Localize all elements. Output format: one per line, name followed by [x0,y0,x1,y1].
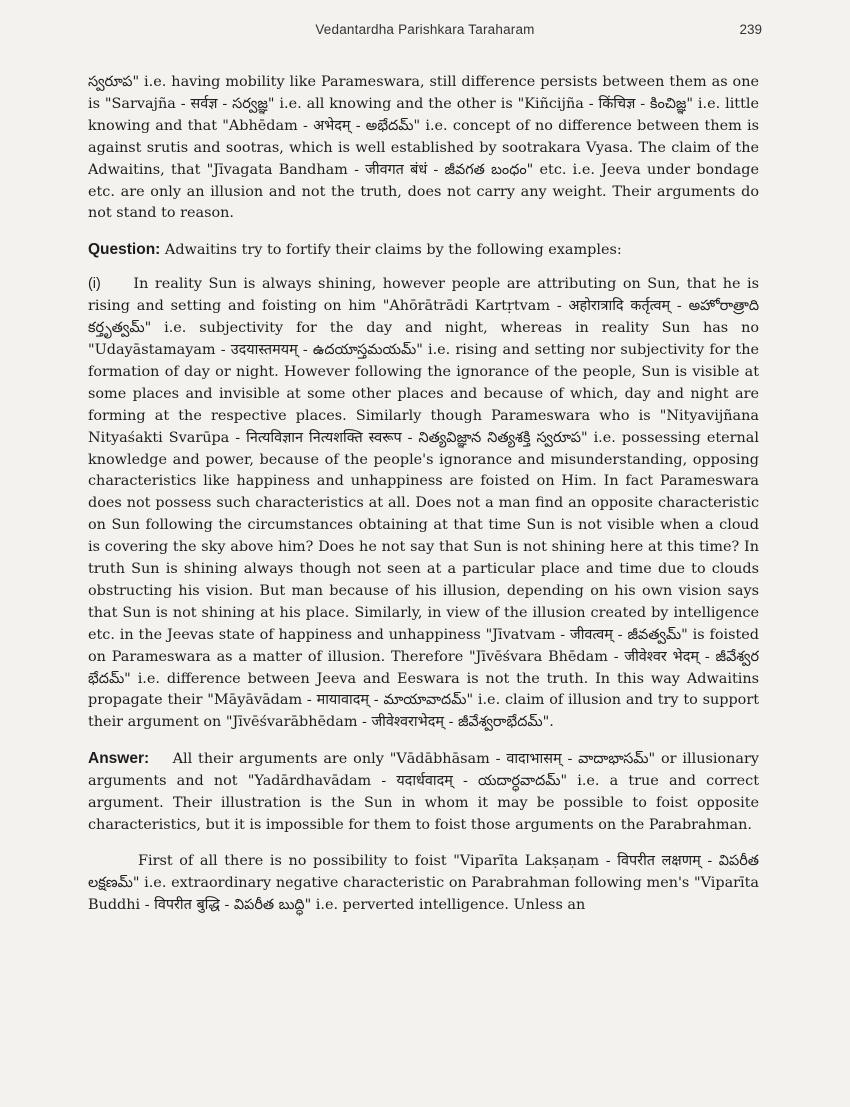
page-number: 239 [739,22,762,37]
example-paragraph [88,274,759,734]
list-marker: (i) [88,276,101,293]
question-label: Question: [88,241,161,259]
paragraph-text: First of all there is no possibility to foist "Viparīta Lakṣaṇam - विपरीत लक्षणम् - విపరీత లక్షణమ్" i.e. extraordinary negative characteristic on Parabrahman following men's "Viparīta Buddhi - विपरीत बुद्धि - విపరీత బుద్ధి" i.e. perverted intelligence. Unless an [88,852,759,913]
answer-paragraph [88,748,759,837]
answer-label: Answer: [88,750,150,768]
paragraph-text: Adwaitins try to fortify their claims by the following examples: [164,242,622,259]
paragraph-text: All their arguments are only "Vādābhāsam - वादाभासम् - వాదాభాసమ్" or illusionary arguments and not "Yadārdhavādam - यदार्धवादम् - యదార్ధవాదమ్" i.e. a true and correct argument. Their illustration is the Sun in whom it may be possible to foist opposite characteristics, but it is impossible for them to foist those arguments on the Parabrahman. [88,751,759,833]
paragraph-text: స్వరూప" i.e. having mobility like Parameswara, still difference persists between them as one is "Sarvajña - सर्वज्ञ - సర్వజ్ఞ" i.e. all knowing and the other is "Kiñcijña - किंचिज्ञ - కించిజ్ఞ" i.e. little knowing and that "Abhēdam - अभेदम् - అభేదమ్" i.e. concept of no difference between them is against srutis and sootras, which is well established by sootrakara Vyasa. The claim of the Adwaitins, that "Jīvagata Bandham - जीवगत बंधं - జీవగత బంధం" etc. i.e. Jeeva under bondage etc. are only an illusion and not the truth, does not carry any weight. Their arguments do not stand to reason. [88,74,759,222]
question-paragraph [88,239,759,262]
paragraph-continuation [88,72,759,225]
book-title: Vedantardha Parishkara Taraharam [315,22,535,37]
page-body [88,72,759,917]
running-header [0,20,850,42]
closing-paragraph [88,851,759,917]
paragraph-text: In reality Sun is always shining, however people are attributing on Sun, that he is rising and setting and foisting on him "Ahōrātrādi Kartṛtvam - अहोरात्रादि कर्तृत्वम् - అహోరాత్రాది కర్తృత్వమ్" i.e. subjectivity for the day and night, whereas in reality Sun has no "Udayāstamayam - उदयास्तमयम् - ఉదయాస్తమయమ్" i.e. rising and setting nor subjectivity for the formation of day or night. However following the ignorance of the people, Sun is visible at some places and invisible at some other places and because of which, day and night are forming at the respective places. Similarly though Parameswara who is "Nityavijñana Nityaśakti Svarūpa - नित्यविज्ञान नित्यशक्ति स्वरूप - నిత్యవిజ్ఞాన నిత్యశక్తి స్వరూప" i.e. possessing eternal knowledge and power, because of the people's ignorance and misunderstanding, opposing characteristics like happiness and unhappiness are foisted on Him. In fact Parameswara does not possess such characteristics at all. Does not a man find an opposite characteristic on Sun following the circumstances obtaining at that time Sun is not visible when a cloud is covering the sky above him? Does he not say that Sun is not shining here at this time? In truth Sun is shining always though not seen at a particular place and time due to clouds obstructing his vision. But man because of his illusion, depending on his own vision says that Sun is not shining at his place. Similarly, in view of the illusion created by intelligence etc. in the Jeevas state of happiness and unhappiness "Jīvatvam - जीवत्वम् - జీవత్వమ్" is foisted on Parameswara as a matter of illusion. Therefore "Jīvēśvara Bhēdam - जीवेश्वर भेदम् - జీవేశ్వర భేదమ్" i.e. difference between Jeeva and Eeswara is not the truth. In this way Adwaitins propagate their "Māyāvādam - मायावादम् - మాయావాదమ్" i.e. claim of illusion and try to support their argument on "Jīvēśvarābhēdam - जीवेश्वराभेदम् - జీవేశ్వరాభేదమ్". [88,276,760,731]
